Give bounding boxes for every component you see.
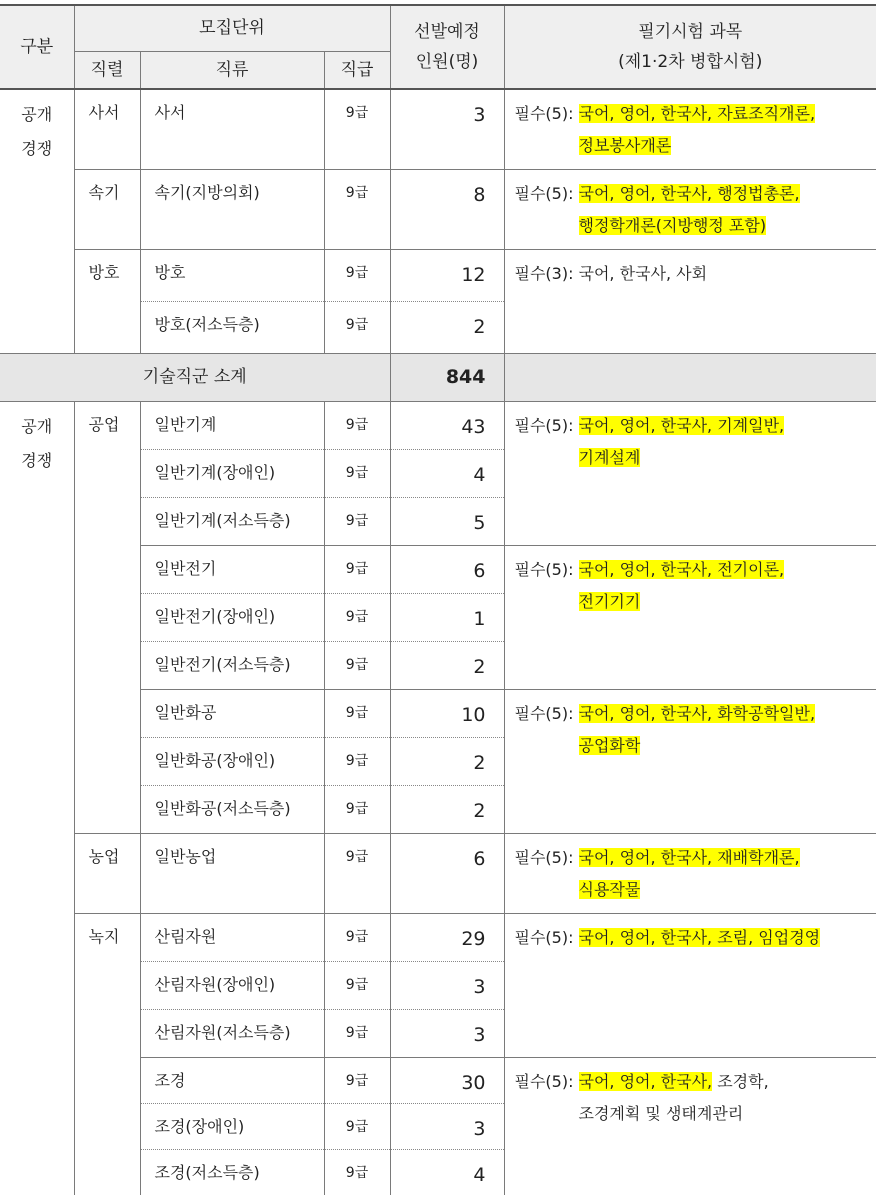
gubun-cell — [0, 89, 74, 353]
subjects-agriculture — [504, 833, 876, 913]
subject-prefix: 필수(5): — [515, 922, 579, 954]
subject-prefix: 필수(5): — [515, 1066, 579, 1098]
subtotal-value: 844 — [390, 353, 504, 401]
header-mojip: 모집단위 — [74, 5, 390, 51]
count-cell: 10 — [390, 689, 504, 737]
gubun-cell — [0, 401, 74, 1195]
subject-highlight: 전기기기 — [579, 592, 641, 611]
subject-highlight: 국어, 영어, 한국사, 재배학개론, — [579, 848, 800, 867]
grade-cell: 9급 — [324, 545, 390, 593]
count-cell: 4 — [390, 449, 504, 497]
subject-highlight: 기계설계 — [579, 448, 641, 467]
count-cell: 2 — [390, 301, 504, 353]
count-cell: 8 — [390, 169, 504, 249]
grade-cell: 9급 — [324, 169, 390, 249]
table-row-name: 산림자원 — [140, 913, 324, 961]
grade-cell: 9급 — [324, 785, 390, 833]
series-saseo: 사서 — [74, 89, 140, 169]
table-row-name: 일반전기(저소득층) — [140, 641, 324, 689]
count-cell: 6 — [390, 833, 504, 913]
grade-cell: 9급 — [324, 1009, 390, 1057]
subject-highlight: 국어, 영어, 한국사, — [579, 1072, 713, 1091]
subject-highlight: 공업화학 — [579, 736, 641, 755]
header-jikgeup: 직급 — [324, 51, 390, 89]
count-cell: 1 — [390, 593, 504, 641]
subjects-landscape — [504, 1057, 876, 1195]
table-row-name: 속기(지방의회) — [140, 169, 324, 249]
subject-highlight: 국어, 영어, 한국사, 기계일반, — [579, 416, 785, 435]
subject-prefix: 필수(5): — [515, 178, 579, 210]
subjects-bangho — [504, 249, 876, 353]
count-cell: 4 — [390, 1149, 504, 1195]
table-row-name: 일반기계 — [140, 401, 324, 449]
count-cell: 3 — [390, 1009, 504, 1057]
recruitment-table — [0, 4, 876, 1195]
subtotal-empty — [504, 353, 876, 401]
count-cell: 43 — [390, 401, 504, 449]
grade-cell: 9급 — [324, 449, 390, 497]
header-gubun: 구분 — [0, 5, 74, 89]
grade-cell: 9급 — [324, 497, 390, 545]
gubun-line1: 공개 — [0, 410, 74, 444]
subjects-electric — [504, 545, 876, 689]
count-cell: 30 — [390, 1057, 504, 1103]
subject-highlight: 국어, 영어, 한국사, 조림, 임업경영 — [579, 928, 821, 947]
header-gwamok-line1: 필기시험 과목 — [505, 17, 876, 47]
subject-prefix: 필수(5): — [515, 698, 579, 730]
count-cell: 12 — [390, 249, 504, 301]
subject-highlight: 국어, 영어, 한국사, 화학공학일반, — [579, 704, 816, 723]
grade-cell: 9급 — [324, 301, 390, 353]
series-gongeop: 공업 — [74, 401, 140, 833]
gubun-line2: 경쟁 — [0, 132, 74, 166]
subject-prefix: 필수(5): — [515, 98, 579, 130]
header-seonbal-line2: 인원(명) — [391, 47, 504, 77]
table-row-name: 조경(장애인) — [140, 1103, 324, 1149]
header-seonbal — [390, 5, 504, 89]
grade-cell: 9급 — [324, 593, 390, 641]
table-row-name: 일반농업 — [140, 833, 324, 913]
subtotal-label: 기술직군 소계 — [0, 353, 390, 401]
grade-cell: 9급 — [324, 89, 390, 169]
table-row-name: 일반기계(장애인) — [140, 449, 324, 497]
table-row-name: 일반화공(저소득층) — [140, 785, 324, 833]
table-row-name: 일반전기(장애인) — [140, 593, 324, 641]
subjects-chemical — [504, 689, 876, 833]
subject-prefix: 필수(3): — [515, 258, 579, 290]
count-cell: 3 — [390, 961, 504, 1009]
subject-highlight: 행정학개론(지방행정 포함) — [579, 216, 767, 235]
table-row-name: 방호 — [140, 249, 324, 301]
series-nokji: 녹지 — [74, 913, 140, 1195]
grade-cell: 9급 — [324, 737, 390, 785]
grade-cell: 9급 — [324, 1149, 390, 1195]
gubun-line2: 경쟁 — [0, 444, 74, 478]
table-row-name: 조경 — [140, 1057, 324, 1103]
subjects-saseo — [504, 89, 876, 169]
subject-prefix: 필수(5): — [515, 410, 579, 442]
table-row-name: 산림자원(장애인) — [140, 961, 324, 1009]
header-jikryu: 직류 — [140, 51, 324, 89]
count-cell: 3 — [390, 1103, 504, 1149]
count-cell: 5 — [390, 497, 504, 545]
table-row-name: 일반기계(저소득층) — [140, 497, 324, 545]
subject-text: 국어, 한국사, 사회 — [579, 264, 708, 283]
subject-highlight: 국어, 영어, 한국사, 전기이론, — [579, 560, 785, 579]
header-gwamok-line2: (제1·2차 병합시험) — [505, 47, 876, 77]
count-cell: 29 — [390, 913, 504, 961]
count-cell: 2 — [390, 785, 504, 833]
table-row-name: 사서 — [140, 89, 324, 169]
grade-cell: 9급 — [324, 913, 390, 961]
table-row-name: 산림자원(저소득층) — [140, 1009, 324, 1057]
subjects-sokgi — [504, 169, 876, 249]
count-cell: 6 — [390, 545, 504, 593]
subject-highlight: 국어, 영어, 한국사, 행정법총론, — [579, 184, 800, 203]
subjects-machine — [504, 401, 876, 545]
table-row-name: 일반화공 — [140, 689, 324, 737]
table-row-name: 방호(저소득층) — [140, 301, 324, 353]
subject-text: 조경계획 및 생태계관리 — [579, 1104, 744, 1123]
table-row-name: 일반화공(장애인) — [140, 737, 324, 785]
subjects-forest — [504, 913, 876, 1057]
grade-cell: 9급 — [324, 833, 390, 913]
subject-prefix: 필수(5): — [515, 842, 579, 874]
grade-cell: 9급 — [324, 1103, 390, 1149]
header-gwamok — [504, 5, 876, 89]
series-sokgi: 속기 — [74, 169, 140, 249]
series-bangho: 방호 — [74, 249, 140, 353]
count-cell: 3 — [390, 89, 504, 169]
header-jikryeol: 직렬 — [74, 51, 140, 89]
gubun-line1: 공개 — [0, 98, 74, 132]
grade-cell: 9급 — [324, 961, 390, 1009]
subject-highlight: 정보봉사개론 — [579, 136, 672, 155]
count-cell: 2 — [390, 641, 504, 689]
subject-highlight: 식용작물 — [579, 880, 641, 899]
series-nongeop: 농업 — [74, 833, 140, 913]
grade-cell: 9급 — [324, 689, 390, 737]
subject-prefix: 필수(5): — [515, 554, 579, 586]
count-cell: 2 — [390, 737, 504, 785]
table-row-name: 조경(저소득층) — [140, 1149, 324, 1195]
grade-cell: 9급 — [324, 1057, 390, 1103]
grade-cell: 9급 — [324, 401, 390, 449]
grade-cell: 9급 — [324, 249, 390, 301]
header-seonbal-line1: 선발예정 — [391, 17, 504, 47]
table-row-name: 일반전기 — [140, 545, 324, 593]
grade-cell: 9급 — [324, 641, 390, 689]
subject-highlight: 국어, 영어, 한국사, 자료조직개론, — [579, 104, 816, 123]
subject-text: 조경학, — [712, 1072, 769, 1091]
